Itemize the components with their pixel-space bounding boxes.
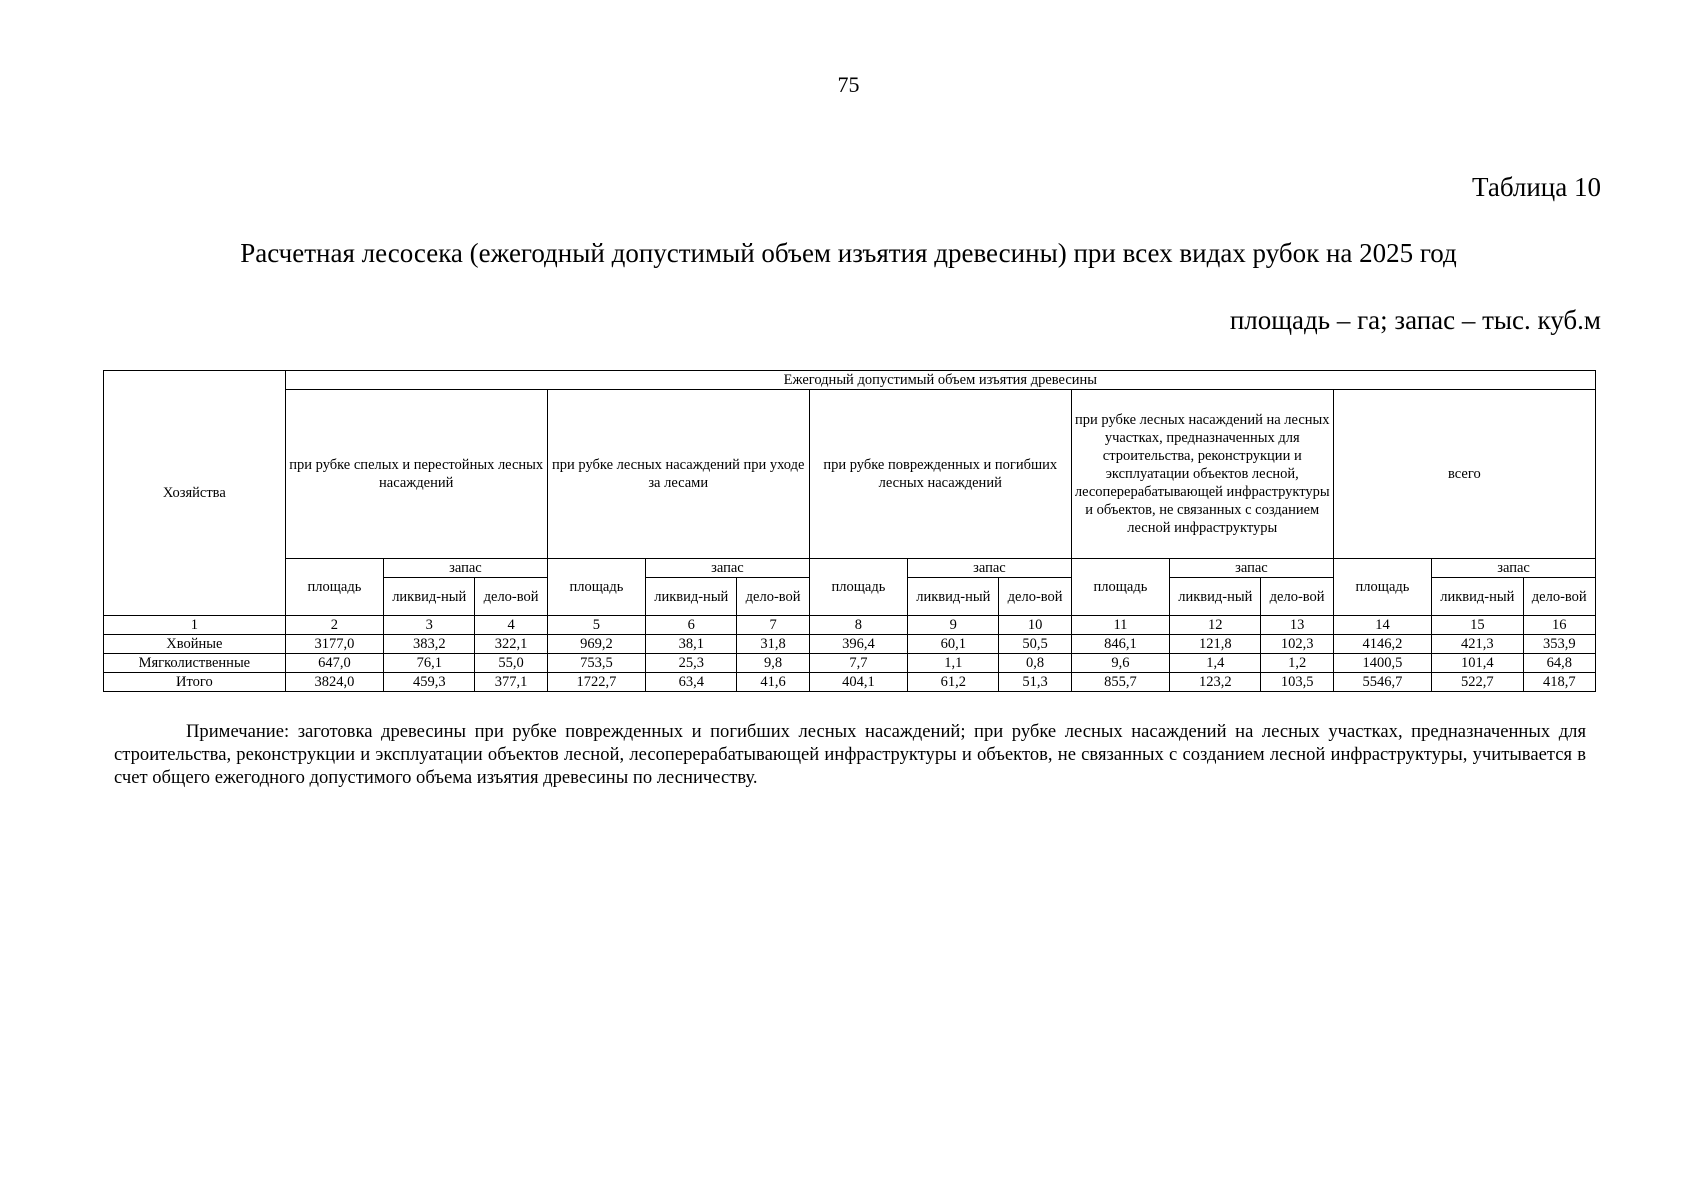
column-number: 4: [475, 616, 547, 635]
table-cell: 38,1: [646, 635, 737, 654]
category-header: всего: [1333, 390, 1595, 559]
table-cell: 1,4: [1170, 654, 1261, 673]
table-row: [104, 673, 1596, 692]
business-column-header: дело-вой: [475, 578, 547, 616]
liquid-column-header: ликвид-ный: [1432, 578, 1523, 616]
column-number: 1: [104, 616, 286, 635]
column-number: 11: [1071, 616, 1169, 635]
column-number: 9: [908, 616, 999, 635]
table-cell: 4146,2: [1333, 635, 1431, 654]
table-cell: 121,8: [1170, 635, 1261, 654]
table-cell: 1400,5: [1333, 654, 1431, 673]
table-label: Таблица 10: [1472, 172, 1601, 202]
table-cell: 64,8: [1523, 654, 1596, 673]
table-cell: 1,1: [908, 654, 999, 673]
business-column-header: дело-вой: [737, 578, 809, 616]
table-row: [104, 635, 1596, 654]
table-cell: 418,7: [1523, 673, 1596, 692]
business-column-header: дело-вой: [1261, 578, 1333, 616]
row-name: Хвойные: [104, 635, 286, 654]
table-cell: 76,1: [384, 654, 475, 673]
table-cell: 353,9: [1523, 635, 1596, 654]
business-column-header: дело-вой: [1523, 578, 1596, 616]
category-header: при рубке лесных насаждений на лесных участках, предназначенных для строительства, реконструкции и эксплуатации объектов лесной, лесоперерабатывающей инфраструктуры и объектов, не связанных с созданием лесной инфраструктуры: [1071, 390, 1333, 559]
table-row: [104, 654, 1596, 673]
column-number-row: [104, 616, 1596, 635]
table-cell: 377,1: [475, 673, 547, 692]
table-cell: 0,8: [999, 654, 1071, 673]
table-cell: 103,5: [1261, 673, 1333, 692]
table-cell: 63,4: [646, 673, 737, 692]
table-cell: 647,0: [285, 654, 383, 673]
stock-column-header: запас: [1432, 559, 1596, 578]
column-number: 5: [547, 616, 645, 635]
stock-column-header: запас: [908, 559, 1072, 578]
table-cell: 60,1: [908, 635, 999, 654]
row-name: Мягколиственные: [104, 654, 286, 673]
allowable-cut-table: [103, 370, 1596, 692]
table-cell: 969,2: [547, 635, 645, 654]
column-number: 7: [737, 616, 809, 635]
area-column-header: площадь: [1333, 559, 1431, 616]
table-cell: 25,3: [646, 654, 737, 673]
footnote: Примечание: заготовка древесины при рубке поврежденных и погибших лесных насаждений; при рубке лесных насаждений на лесных участках, предназначенных для строительства, реконструкции и эксплуатации объектов лесной, лесоперерабатывающей инфраструктуры и объектов, не связанных с созданием лесной инфраструктуры, учитывается в счет общего ежегодного допустимого объема изъятия древесины по лесничеству.: [114, 721, 1586, 788]
table-cell: 1,2: [1261, 654, 1333, 673]
area-column-header: площадь: [285, 559, 383, 616]
column-number: 2: [285, 616, 383, 635]
table-cell: 322,1: [475, 635, 547, 654]
table-cell: 55,0: [475, 654, 547, 673]
table-cell: 404,1: [809, 673, 907, 692]
table-cell: 50,5: [999, 635, 1071, 654]
category-header: при рубке лесных насаждений при уходе за лесами: [547, 390, 809, 559]
table-cell: 421,3: [1432, 635, 1523, 654]
business-column-header: дело-вой: [999, 578, 1071, 616]
column-number: 16: [1523, 616, 1596, 635]
subheader-row: [104, 559, 1596, 578]
table-cell: 383,2: [384, 635, 475, 654]
stock-column-header: запас: [384, 559, 548, 578]
table-cell: 9,8: [737, 654, 809, 673]
column-number: 3: [384, 616, 475, 635]
page-number: 75: [837, 72, 860, 97]
document-title: Расчетная лесосека (ежегодный допустимый объем изъятия древесины) при всех видах рубок на 2025 год: [240, 238, 1457, 268]
area-column-header: площадь: [547, 559, 645, 616]
column-number: 13: [1261, 616, 1333, 635]
table-cell: 61,2: [908, 673, 999, 692]
table-cell: 1722,7: [547, 673, 645, 692]
table-cell: 5546,7: [1333, 673, 1431, 692]
table-cell: 396,4: [809, 635, 907, 654]
category-header: при рубке поврежденных и погибших лесных насаждений: [809, 390, 1071, 559]
row-name: Итого: [104, 673, 286, 692]
table-cell: 101,4: [1432, 654, 1523, 673]
liquid-column-header: ликвид-ный: [646, 578, 737, 616]
column-number: 14: [1333, 616, 1431, 635]
column-number: 10: [999, 616, 1071, 635]
table-cell: 123,2: [1170, 673, 1261, 692]
table-cell: 459,3: [384, 673, 475, 692]
column-number: 6: [646, 616, 737, 635]
category-header: при рубке спелых и перестойных лесных насаждений: [285, 390, 547, 559]
area-column-header: площадь: [809, 559, 907, 616]
stock-column-header: запас: [646, 559, 810, 578]
table-cell: 9,6: [1071, 654, 1169, 673]
category-header-row: [104, 390, 1596, 559]
row-header-farms: Хозяйства: [104, 371, 286, 616]
liquid-column-header: ликвид-ный: [908, 578, 999, 616]
stock-column-header: запас: [1170, 559, 1334, 578]
table-cell: 753,5: [547, 654, 645, 673]
table-cell: 41,6: [737, 673, 809, 692]
units-note: площадь – га; запас – тыс. куб.м: [1229, 305, 1601, 335]
table-cell: 51,3: [999, 673, 1071, 692]
table-cell: 522,7: [1432, 673, 1523, 692]
table-cell: 7,7: [809, 654, 907, 673]
column-number: 15: [1432, 616, 1523, 635]
table-cell: 31,8: [737, 635, 809, 654]
table-cell: 846,1: [1071, 635, 1169, 654]
table-cell: 102,3: [1261, 635, 1333, 654]
area-column-header: площадь: [1071, 559, 1169, 616]
group-header: Ежегодный допустимый объем изъятия древесины: [285, 371, 1595, 390]
liquid-column-header: ликвид-ный: [1170, 578, 1261, 616]
column-number: 8: [809, 616, 907, 635]
table-cell: 3177,0: [285, 635, 383, 654]
liquid-column-header: ликвид-ный: [384, 578, 475, 616]
column-number: 12: [1170, 616, 1261, 635]
table-cell: 3824,0: [285, 673, 383, 692]
table-cell: 855,7: [1071, 673, 1169, 692]
